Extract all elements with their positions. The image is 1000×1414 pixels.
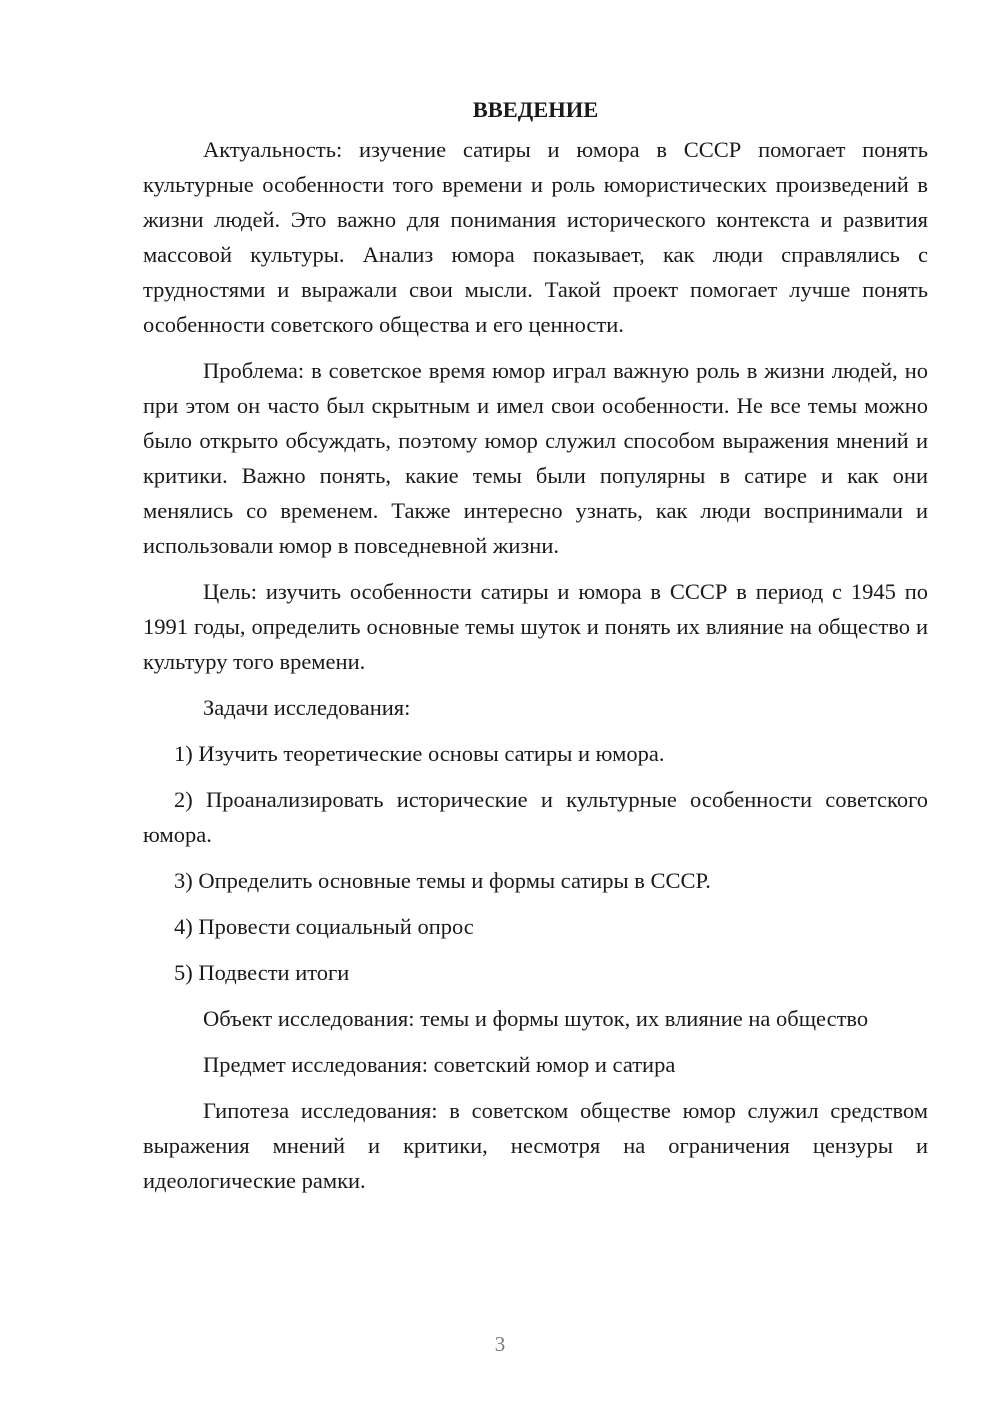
task-item-1: 1) Изучить теоретические основы сатиры и юмора. [174,741,665,766]
task-item-2: 2) Проанализировать исторические и культурные особенности советского юмора. [143,787,928,847]
goal-paragraph: Цель: изучить особенности сатиры и юмора в СССР в период с 1945 по 1991 годы, определить основные темы шуток и понять их влияние на общество и культуру того времени. [143,579,928,674]
page-number: 3 [494,1332,506,1356]
page-title: ВВЕДЕНИЕ [472,97,599,122]
task-item-3: 3) Определить основные темы и формы сатиры в СССР. [174,868,711,893]
relevance-paragraph: Актуальность: изучение сатиры и юмора в СССР помогает понять культурные особенности того времени и роль юмористических произведений в жизни людей. Это важно для понимания исторического контекста и развития массовой культуры. Анализ юмора показывает, как люди справлялись с трудностями и выражали свои мысли. Такой проект помогает лучше понять особенности советского общества и его ценности. [143,137,928,337]
task-item-5: 5) Подвести итоги [174,960,350,985]
object-paragraph: Объект исследования: темы и формы шуток, их влияние на общество [203,1006,869,1031]
hypothesis-paragraph: Гипотеза исследования: в советском обществе юмор служил средством выражения мнений и критики, несмотря на ограничения цензуры и идеологические рамки. [143,1098,928,1193]
task-item-4: 4) Провести социальный опрос [174,914,474,939]
subject-paragraph: Предмет исследования: советский юмор и сатира [203,1052,676,1077]
page-content [143,90,928,1209]
tasks-heading: Задачи исследования: [203,695,411,720]
problem-paragraph: Проблема: в советское время юмор играл важную роль в жизни людей, но при этом он часто был скрытным и имел свои особенности. Не все темы можно было открыто обсуждать, поэтому юмор служил способом выражения мнений и критики. Важно понять, какие темы были популярны в сатире и как они менялись со временем. Также интересно узнать, как люди воспринимали и использовали юмор в повседневной жизни. [143,358,928,558]
